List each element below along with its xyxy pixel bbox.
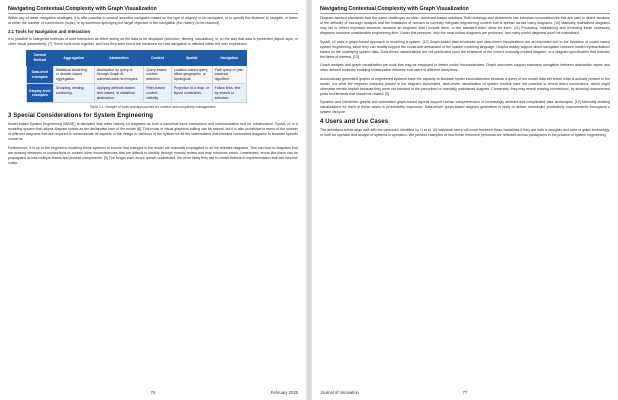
section-3-heading: 3 Special Considerations for System Engineering xyxy=(8,113,154,120)
table-header-row xyxy=(27,51,247,65)
intro-paragraph: Within any of these navigation strategies, it is also possible to provide selective navigation based on the type of edge(s) to be navigated, or to specify the distance to navigate, in terms of either the number of connections (hops), or by somehow specifying the target objective of the navigation (the node(s) to be reached). xyxy=(8,16,298,26)
row-label: Display-level examples xyxy=(27,84,54,103)
paragraph: Automatically generated graphs of engineered systems have the capacity to illustrate model inconsistencies because a query of the model data will return what is actually present in the model, not what the engineer manually placed in the diagram. Automated, data-driven visualization of system models have the potential to reveal direct connections, which might otherwise remain implicit because they were not included in the prescribed or manually maintained diagram. Conversely, they may reveal missing connections, by showing unconnected ports on elements that should be related. [9] xyxy=(320,76,610,96)
row-label: Data-level examples xyxy=(27,65,54,84)
section-2-1-paragraph: It is possible to categorize methods of user interaction as either acting on the data to be displayed (selection, filtering, calculation), or on the way that data is presented (layout style, or other visual parameters). [7] These tools work together, and how they work forms the backbone for how navigation is affected within the user experience. xyxy=(8,36,298,47)
table-caption: Table 2-1: Sample of tools and approaches for context and complexity management. xyxy=(89,105,217,110)
table-cell: Applying attribute-based, time-based, or statistical abstraction. xyxy=(94,84,143,103)
page-footer xyxy=(8,388,298,396)
table-header: Aggregation xyxy=(53,51,94,65)
page-footer xyxy=(320,388,610,396)
methods-table xyxy=(26,50,247,103)
table-cell: Projection to a map, or layout constraints. xyxy=(171,84,212,103)
table-cell: Follow links, find by search or selection. xyxy=(212,84,246,103)
table-cell: Abstraction by query or through Graph AI summarization techniques. xyxy=(94,65,143,84)
section-3-paragraph-2: Furthermore, it is up to the engineers modeling these systems to ensure that changes in the model are manually propagated to all the relevant diagrams. This can lead to diagrams that are missing elements or connections or contain other inconsistencies that are difficult to identify through manual review and may introduce errors. Undetected, errors like these can be propagated across multiple teams and product components. [9] The longer such errors remain undetected, the more likely they are to create defects in implementation that can become costly. xyxy=(8,145,298,165)
section-4-paragraph: The definitions below align well with the persona's identified by Li et al. [4] Individual users will move between these modalities if they are both a designer and user of graph technology, or both an operator and analyst of systems in operation. We present examples of how these reference personas are reflected across participants in the practice of system engineering. xyxy=(320,127,610,137)
footer-page-number: 77 xyxy=(462,390,468,395)
footer-date: February 2025 xyxy=(270,390,298,395)
left-page xyxy=(0,0,306,400)
table-cell: Grouping, nesting, combining. xyxy=(53,84,94,103)
table-cell: Statistical clustering, or domain-based aggregation. xyxy=(53,65,94,84)
table-row xyxy=(27,84,247,103)
table-header: Control Method xyxy=(27,51,54,65)
paragraph: Diagram-focused standards face the same challenges as older, document-based solutions. Both drawings and documents can introduce inconsistencies that are hard to detect because of the difficulty of thorough analysis and the limitations of humans to correctly integrate engineering context that is spread across many diagrams. [10] Manually maintained diagrams may fail to reflect important elements because an engineer didn't include them, or the standard didn't allow for them. [11] Producing, maintaining and reviewing these necessary diagrams consume considerable engineering time. Under this pressure, only the most critical diagrams are produced, and many useful diagrams won't be maintained. xyxy=(320,16,610,36)
table-cell: Path query or path traversal algorithm. xyxy=(212,65,246,84)
table-cell: Query-based context selection xyxy=(144,65,172,84)
table-cell: Filter-based context visibility xyxy=(144,84,172,103)
footer-page-number: 76 xyxy=(150,390,156,395)
table-header: Context xyxy=(144,51,172,65)
section-3-paragraph-1: Model-based System Engineering (MBSE) is discipline that relies heavily on diagrams as both a canonical input mechanism and communication tool for collaboration. SysML v1 is a modeling system that utilizes diagram syntax as the declarative form of the model [8]. This mode of visual graphical editing can be natural, but it is also prohibitive in terms of the number of different diagrams that are required to communicate all aspects of the design or behavior of the system for all the stakeholders that demand customized diagrams to illustrate specific concerns. xyxy=(8,122,298,142)
section-2-1-heading: 2.1 Tools for Navigation and Interaction xyxy=(8,29,91,35)
running-head: Navigating Contextual Complexity with Graph Visualization xyxy=(8,6,298,14)
paragraph: SysML v2 uses a graph-based approach to modeling a system. [12] Graph-based data structures and data-driven visualizations are an important tool in the evolution of model-based system engineering, since they can readily support the constructs demanded of the system modeling language. Graphs readily support direct navigation between model representations based on the underlying system data. Data-driven visualizations are not predicated upon the existence of the correct manually created diagram, or a diagram specification that includes the items of interest. [13] xyxy=(320,39,610,59)
paragraph: Graph analysis and graph visualization are tools that may be employed to detect model inconsistencies. Graph structures support seamless navigation between abstraction layers and other defined contexts, enabling collaboration between end users of different disciplines. xyxy=(320,63,610,73)
table-header: Navigation xyxy=(212,51,246,65)
right-page xyxy=(312,0,618,400)
table-header: Abstraction xyxy=(94,51,143,65)
table-row xyxy=(27,65,247,84)
section-4-heading: 4 Users and Use Cases xyxy=(320,118,389,125)
footer-journal: Journal of Innovation xyxy=(320,390,359,395)
running-head: Navigating Contextual Complexity with Graph Visualization xyxy=(320,6,610,14)
paragraph: Dynamic and interactive graphs and automated graph-based layouts support human comprehension of increasingly abstract and complicated data landscapes. [14] Manually creating visualizations for each of these cases is prohibitively expensive. Data-driven graph-based diagram generation is likely to deliver meaningful productivity improvements throughout a system lifecycle. xyxy=(320,100,610,115)
table-header: Spatial xyxy=(171,51,212,65)
table-cell: Location-based query, either geographic, or topological. xyxy=(171,65,212,84)
